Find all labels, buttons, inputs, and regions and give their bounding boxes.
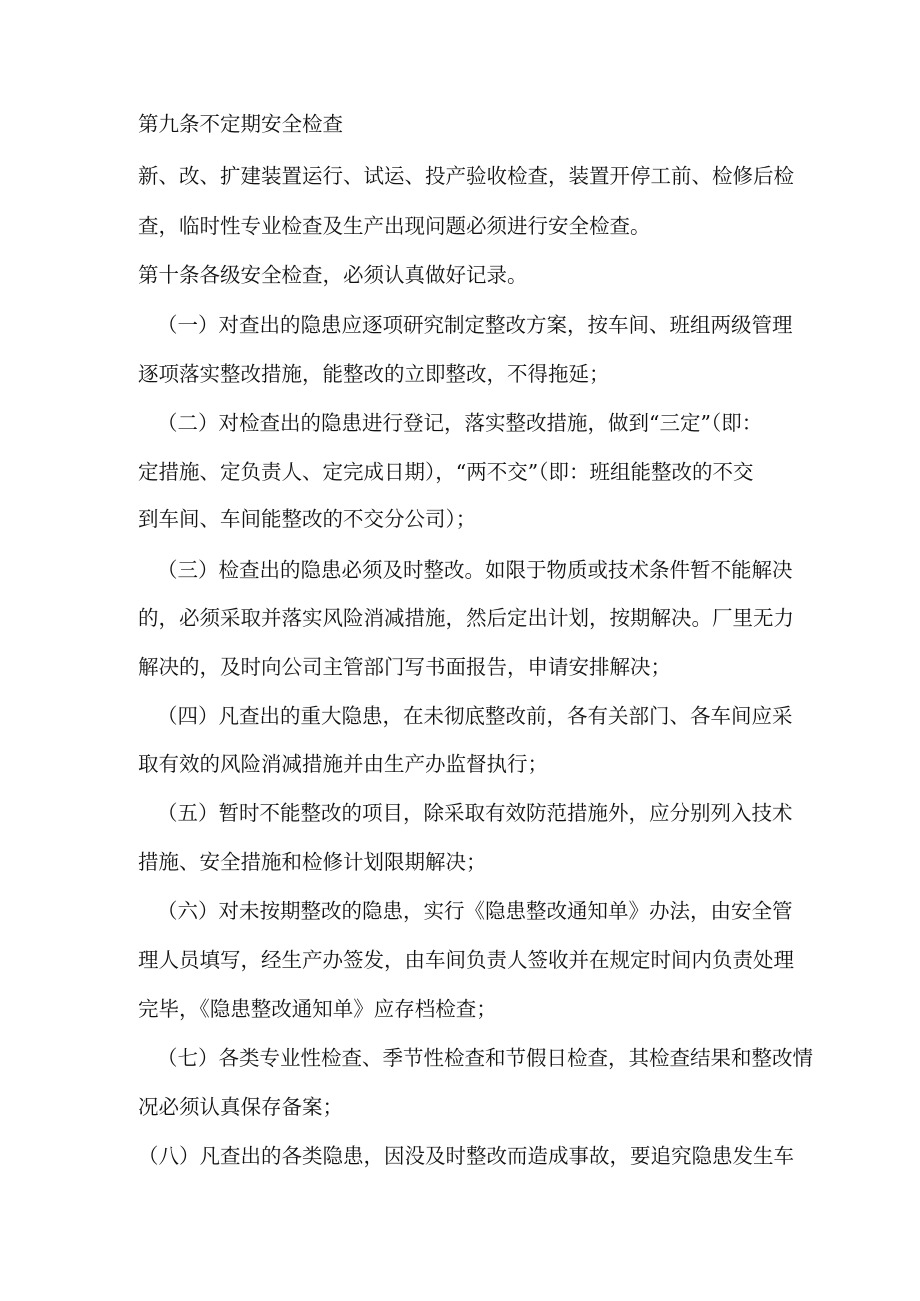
item-3-line: 的，必须采取并落实风险消减措施，然后定出计划，按期解决。厂里无力 — [138, 606, 794, 630]
article-9-heading: 第九条不定期安全检查 — [138, 112, 343, 136]
item-5-line: 措施、安全措施和检修计划限期解决； — [138, 850, 487, 874]
item-6-line: （六）对未按期整改的隐患，实行《隐患整改通知单》办法，由安全管 — [157, 899, 793, 923]
item-4-line: 取有效的风险消减措施并由生产办监督执行； — [138, 752, 548, 776]
item-7-line: 况必须认真保存备案； — [138, 1095, 343, 1119]
item-8-line: （八）凡查出的各类隐患，因没及时整改而造成事故，要追究隐患发生车 — [138, 1144, 794, 1168]
item-3-line: （三）检查出的隐患必须及时整改。如限于物质或技术条件暂不能解决 — [157, 558, 793, 582]
item-6-line: 理人员填写，经生产办签发，由车间负责人签收并在规定时间内负责处理 — [138, 948, 794, 972]
item-6-line: 完毕，《隐患整改通知单》应存档检查； — [138, 997, 497, 1021]
paragraph-line: 新、改、扩建装置运行、试运、投产验收检查，装置开停工前、检修后检 — [138, 164, 794, 188]
item-3-line: 解决的，及时向公司主管部门写书面报告，申请安排解决； — [138, 655, 671, 679]
item-2-line: 定措施、定负责人、定完成日期），“两不交”（即：班组能整改的不交 — [138, 460, 754, 484]
item-1-line: （一）对查出的隐患应逐项研究制定整改方案，按车间、班组两级管理 — [157, 313, 793, 337]
item-7-line: （七）各类专业性检查、季节性检查和节假日检查，其检查结果和整改情 — [157, 1046, 813, 1070]
paragraph-line: 查，临时性专业检查及生产出现问题必须进行安全检查。 — [138, 214, 651, 238]
item-4-line: （四）凡查出的重大隐患，在未彻底整改前，各有关部门、各车间应采 — [157, 704, 793, 728]
item-1-line: 逐项落实整改措施，能整改的立即整改，不得拖延； — [138, 362, 610, 386]
item-5-line: （五）暂时不能整改的项目，除采取有效防范措施外，应分别列入技术 — [157, 801, 793, 825]
item-2-line: （二）对检查出的隐患进行登记，落实整改措施，做到“三定”（即： — [157, 411, 763, 435]
article-10-heading: 第十条各级安全检查，必须认真做好记录。 — [138, 263, 528, 287]
item-2-line: 到车间、车间能整改的不交分公司）； — [138, 507, 477, 531]
